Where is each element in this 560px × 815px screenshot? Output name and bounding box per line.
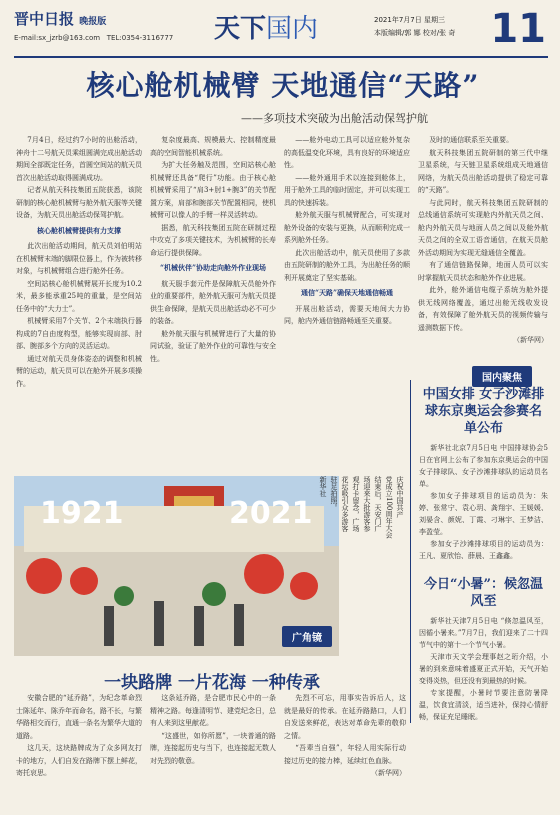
paper-name: 晋中日报 bbox=[14, 10, 75, 28]
contact-line: E-mail:sx_jzrb@163.com TEL:0354-3116777 bbox=[14, 34, 174, 42]
section-title: 天下国内 bbox=[214, 14, 319, 44]
page-number: 11 bbox=[490, 6, 546, 52]
bottom-column-1: 安徽合肥的“延乔路”，为纪念革命烈士陈延年、陈乔年而命名，路不长，与繁华路相交而行，直通一条名为繁华大道的道路。 这几天，这块路牌成为了众多网友打卡的地方，人们自发在路牌下摆上鲜花，寄托哀思。 bbox=[16, 694, 142, 777]
bottom-column-2: 这条延乔路，是合肥市民心中的一条精神之路。每逢清明节、建党纪念日，总有人来到这里献花。 “这盛世，如你所愿”，一块普通的路牌，连接起历史与当下，也连接起无数人对先烈的敬意。 bbox=[150, 694, 276, 765]
bottom-column-3: 先烈不可忘，用事实告诉后人，这就是最好的传承。在延乔路路口，人们自发送来鲜花，表达对革命先辈的敬仰之情。 “吾辈当自强”，年轻人用实际行动接过历史的接力棒，延续红色血脉。 （新华网） bbox=[284, 694, 406, 777]
main-headline: 核心舱机械臂 天地通信“天路” bbox=[86, 69, 480, 102]
square-photo bbox=[14, 476, 339, 656]
main-subhead: ——多项技术突破为出舱活动保驾护航 bbox=[241, 112, 428, 125]
email: sx_jzrb@163.com bbox=[38, 34, 101, 42]
sidebar-story2-title: 今日“小暑”：候忽温风至 bbox=[424, 577, 543, 609]
section-heading: “机械伙伴”协助走向舱外作业现场 bbox=[159, 263, 267, 272]
date-line: 2021年7月7日 星期三 bbox=[374, 16, 445, 24]
sidebar-tag: 国内聚焦 bbox=[472, 366, 532, 387]
section-heading: 通信“天路”确保天地通信畅通 bbox=[300, 288, 394, 297]
masthead bbox=[14, 6, 548, 58]
page-meta bbox=[374, 14, 455, 41]
main-column-3: ——舱外电动工具可以适应舱外复杂的高低温变化环境，具有良好的环境适应性。 ——舱外通用手术以连接到舱体上，用于舱外工具的临时固定，并可以实现工具的快速拆装。 舱外航天服与机械臂配合，可实现对舱外设备的安装与更换，从而顺利完成一系列舱外任务。 此次出舱活动中，航天员使用了多款由五院研制的舱外工具，为出舱任务的顺利开展奠定了坚实基础。 通信“天路”确保天地通信畅通 开展出舱活动，需要天地间大力协同，舱内外通信链路畅通至关重要。 bbox=[284, 136, 410, 325]
banner-year-right: 2021 bbox=[229, 496, 313, 531]
banner-year-left: 1921 bbox=[40, 496, 124, 531]
paper-logo bbox=[14, 8, 106, 29]
section-sub: 国内 bbox=[266, 14, 319, 44]
bottom-headline: 一块路牌 一片花海 一种传承 bbox=[104, 673, 320, 693]
photo-tag: 广角镜 bbox=[282, 626, 332, 647]
main-column-2: 复杂度最高、规模最大、控制精度最高的空间智能机械系统。 为扩大任务触及范围，空间站核心舱机械臂还具备“爬行”功能。由于核心舱机械臂采用了“肩3+肘1+腕3”的关节配置方案，肩部和腕部关节配置相同，使机械臂可以像人的手臂一样灵活转动。 据悉，航天科技集团五院在研制过程中攻克了多项关键技术，为机械臂的长寿命运行提供保障。 “机械伙伴”协助走向舱外作业现场 航天服手套元件是保障航天员舱外作业的重要部件，舱外航天服可为航天员提供生命保障，是航天员出舱活动必不可少的装备。 舱外航天服与机械臂进行了大量的协同试验，验证了舱外作业的可靠性与安全性。 bbox=[150, 136, 276, 363]
sidebar-story1-body: 新华社北京7月5日电 中国排球协会5日在官网上公布了参加东京奥运会的中国女子排球队、女子沙滩排球队的运动员名单。 参加女子排球项目的运动员为：朱婷、张常宁、袁心玥、龚翔宇、王媛媛、刘晏含、颜妮、丁霞、刁琳宇、王梦洁、李盈莹。 参加女子沙滩排球项目的运动员为：王凡、夏欣怡、薛晨、王鑫鑫。 bbox=[419, 444, 548, 560]
sidebar-story2-body: 新华社天津7月5日电 “倏忽温风至，因循小暑来。”7月7日，我们迎来了二十四节气中的第十一个节气小暑。 天津市天文学会理事赵之珩介绍，小暑的到来意味着盛夏正式开始，天气开始变得炎热，但还没有到最热的时候。 专家提醒，小暑时节要注意防暑降温，饮食宜清淡，适当进补，保持心情舒畅，保证充足睡眠。 bbox=[419, 617, 548, 721]
sidebar-story1-title: 中国女排 女子沙滩排球东京奥运会参赛名单公布 bbox=[422, 387, 545, 436]
main-column-4: 及时的通信联系至关重要。 航天科技集团五院研制的第三代中继卫星系统，与天链卫星系统组成天地通信网络，为航天员出舱活动提供了稳定可靠的“天路”。 与此同时，航天科技集团五院研制的总线通信系统可实现舱内外航天员之间、舱内外航天员与地面人员之间以及舱外航天员之间的全双工语音通信，在航天员舱外活动期间为实现无缝通信全覆盖。 有了通信链路保障，地面人员可以实时掌握航天员状态和舱外作业进展。 此外，舱外通信电缆子系统为舱外提供无线网络覆盖，通过出舱无线收发设备，有效保障了舱外航天员的视频传输与遥测数据下传。 （新华网） bbox=[418, 136, 548, 344]
photo-caption: 庆祝中国共产 党成立100周年大会 结束后，天安门广 场迎来大批游客参 观打卡留念，广场 花坛吸引众多游客 驻足拍照。 新华社 bbox=[319, 476, 404, 539]
section-heading: 核心舱机械臂提供有力支撑 bbox=[37, 225, 121, 235]
sidebar bbox=[410, 380, 548, 723]
editor-line: 本版编辑/郭 娜 校对/张 奇 bbox=[374, 29, 456, 38]
edition-label: 晚报版 bbox=[79, 17, 107, 27]
tel: 0354-3116777 bbox=[121, 34, 174, 42]
main-column-1: 7月4日，经过约7小时的出舱活动，神舟十二号航天员乘组圆满完成出舱活动期间全部既定任务，首圆空间站的航天员首次出舱活动取得圆满成功。 记者从航天科技集团五院获悉，该院研制的核心舱机械臂与舱外航天服等关键设备，为航天员出舱活动保驾护航。 核心舱机械臂提供有力支撑 此次出舱活动期间，航天员刘伯明站在机械臂末端的脚限位器上，作为被转移对象，与机械臂组合进行舱外任务。 空间站核心舱机械臂展开长度为10.2米，最多能承重25吨的重量，是空间站任务中的“大力士”。 机械臂采用7个关节、2个末端执行器构成的7自由度构型，能够实现肩部、肘部、腕部多个方向的灵活运动。 通过对航天员身体姿态的调整和机械臂的运动，航天员可以在舱外开展多项操作。 bbox=[16, 136, 142, 388]
